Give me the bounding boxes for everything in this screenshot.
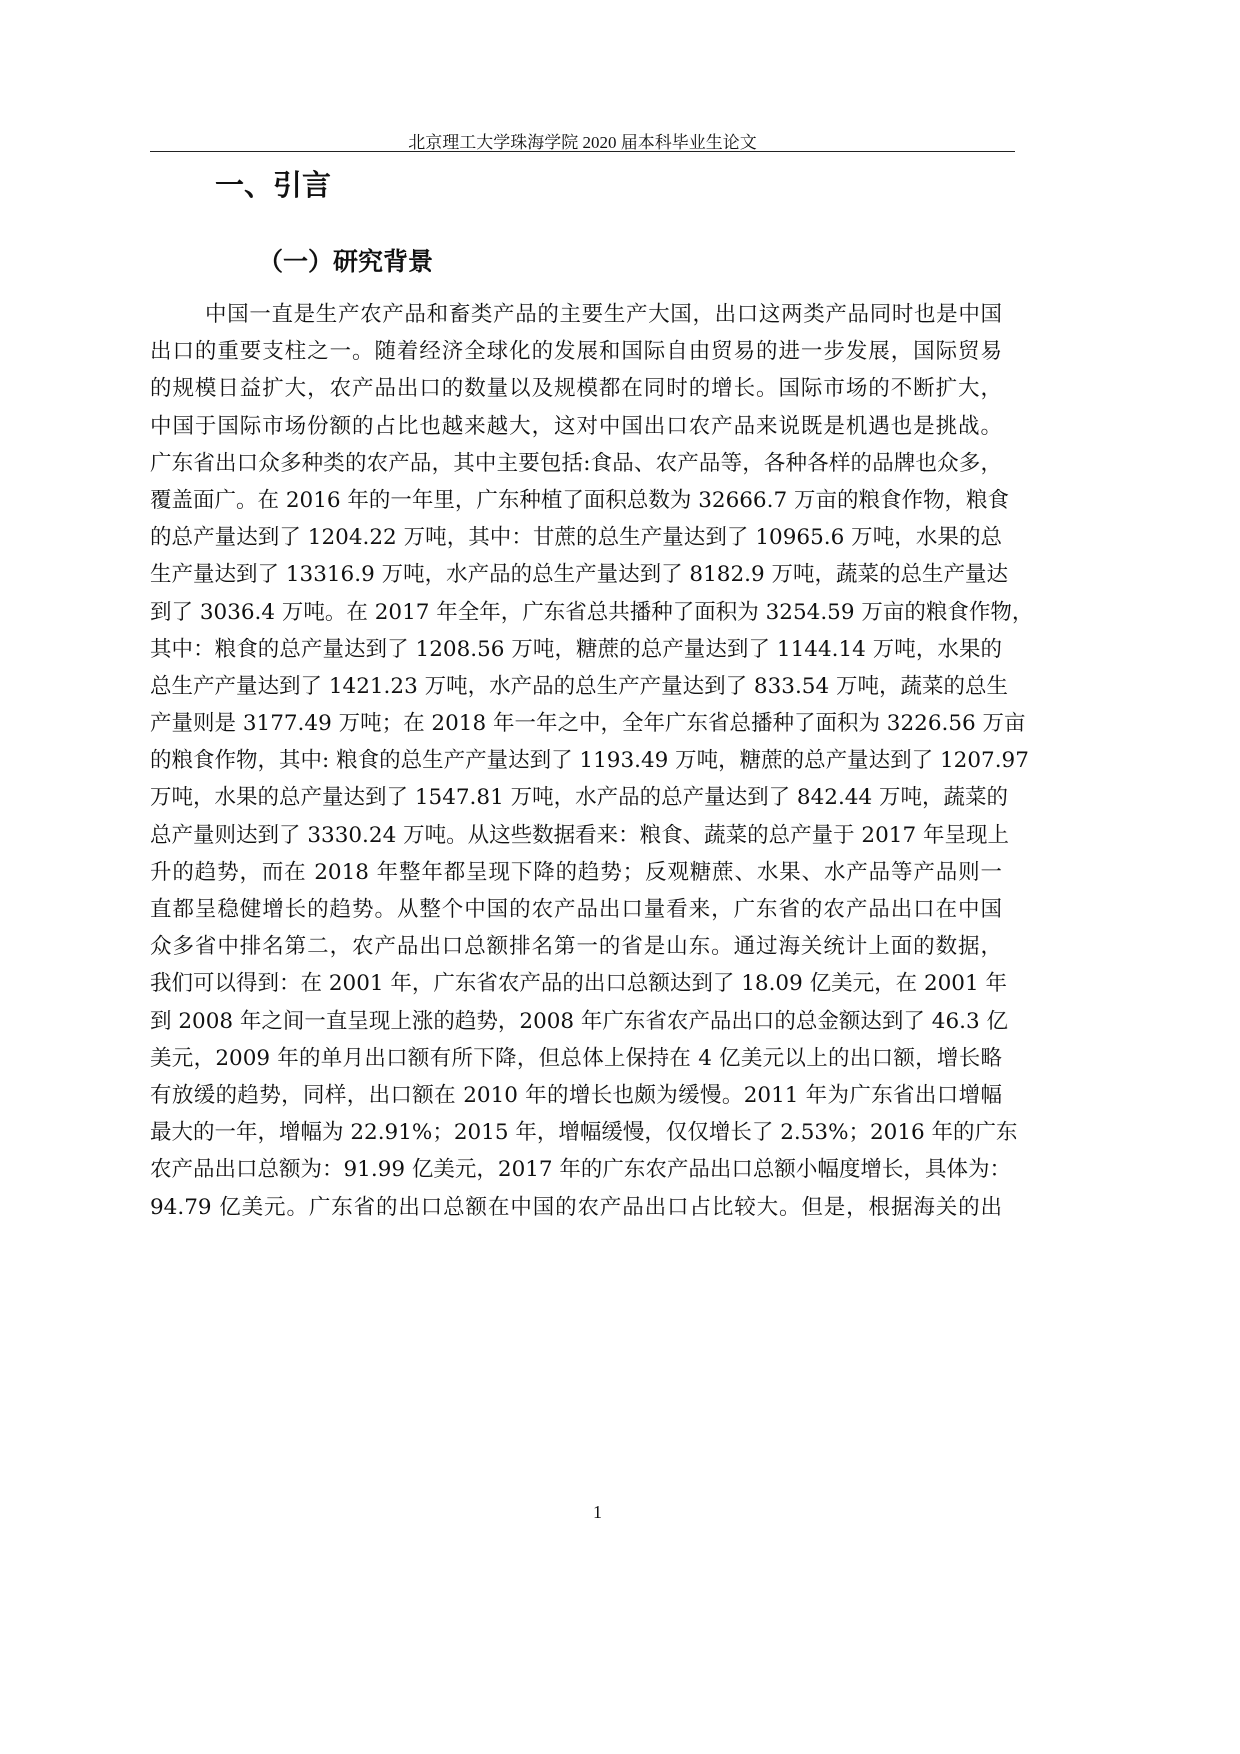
text-line: 美元，2009 年的单月出口额有所下降，但总体上保持在 4 亿美元以上的出口额，增长略 xyxy=(150,1045,1002,1071)
text-line: 万吨，水果的总产量达到了 1547.81 万吨，水产品的总产量达到了 842.44 万吨，蔬菜的 xyxy=(150,785,1008,811)
text-line: 广东省出口众多种类的农产品，其中主要包括:食品、农产品等，各种各样的品牌也众多， xyxy=(150,450,1002,476)
text-line: 94.79 亿美元。广东省的出口总额在中国的农产品出口占比较大。但是，根据海关的出 xyxy=(150,1194,1002,1220)
text-line: 有放缓的趋势，同样，出口额在 2010 年的增长也颇为缓慢。2011 年为广东省出口增幅 xyxy=(150,1082,1002,1108)
text-line: 产量则是 3177.49 万吨；在 2018 年一年之中，全年广东省总播种了面积为 3226.56 万亩 xyxy=(150,711,1026,737)
page-number: 1 xyxy=(593,1502,602,1522)
text-line: 农产品出口总额为：91.99 亿美元，2017 年的广东农产品出口总额小幅度增长，具体为： xyxy=(150,1157,1011,1183)
text-line: 直都呈稳健增长的趋势。从整个中国的农产品出口量看来，广东省的农产品出口在中国 xyxy=(150,897,1002,922)
text-line: 的规模日益扩大，农产品出口的数量以及规模都在同时的增长。国际市场的不断扩大， xyxy=(150,376,1002,402)
text-line: 最大的一年，增幅为 22.91%；2015 年，增幅缓慢，仅仅增长了 2.53%；2016 年的广东 xyxy=(150,1120,1018,1146)
text-line: 生产量达到了 13316.9 万吨，水产品的总生产量达到了 8182.9 万吨，蔬菜的总生产量达 xyxy=(150,562,1008,588)
text-line: 中国一直是生产农产品和畜类产品的主要生产大国，出口这两类产品同时也是中国 xyxy=(205,302,1002,327)
text-line: 中国于国际市场份额的占比也越来越大，这对中国出口农产品来说既是机遇也是挑战。 xyxy=(150,413,1002,439)
text-line: 升的趋势，而在 2018 年整年都呈现下降的趋势；反观糖蔗、水果、水产品等产品则一 xyxy=(150,859,1002,885)
text-line: 我们可以得到：在 2001 年，广东省农产品的出口总额达到了 18.09 亿美元，在 2001 年 xyxy=(150,971,1007,997)
text-line: 覆盖面广。在 2016 年的一年里，广东种植了面积总数为 32666.7 万亩的粮食作物，粮食 xyxy=(150,487,1009,513)
text-line: 到了 3036.4 万吨。在 2017 年全年，广东省总共播种了面积为 3254.59 万亩的粮食作物， xyxy=(150,599,1034,625)
text-line: 到 2008 年之间一直呈现上涨的趋势，2008 年广东省农产品出口的总金额达到了 46.3 亿 xyxy=(150,1008,1008,1034)
header-divider xyxy=(150,151,1015,152)
chapter-heading: 一、引言 xyxy=(215,168,332,202)
running-header: 北京理工大学珠海学院 2020 届本科毕业生论文 xyxy=(408,133,757,152)
text-line: 的粮食作物，其中: 粮食的总生产产量达到了 1193.49 万吨，糖蔗的总产量达到了 1207.97 xyxy=(150,748,1029,774)
text-line: 众多省中排名第二，农产品出口总额排名第一的省是山东。通过海关统计上面的数据， xyxy=(150,934,1002,960)
body-paragraph xyxy=(150,296,1034,1226)
text-line: 总产量则达到了 3330.24 万吨。从这些数据看来：粮食、蔬菜的总产量于 2017 年呈现上 xyxy=(150,822,1009,848)
text-line: 出口的重要支柱之一。随着经济全球化的发展和国际自由贸易的进一步发展，国际贸易 xyxy=(150,339,1002,365)
section-heading: （一）研究背景 xyxy=(258,247,434,276)
text-line: 其中：粮食的总产量达到了 1208.56 万吨，糖蔗的总产量达到了 1144.14 万吨，水果的 xyxy=(150,636,1002,662)
text-line: 的总产量达到了 1204.22 万吨，其中：甘蔗的总生产量达到了 10965.6 万吨，水果的总 xyxy=(150,525,1002,551)
text-line: 总生产产量达到了 1421.23 万吨，水产品的总生产产量达到了 833.54 万吨，蔬菜的总生 xyxy=(150,673,1008,699)
